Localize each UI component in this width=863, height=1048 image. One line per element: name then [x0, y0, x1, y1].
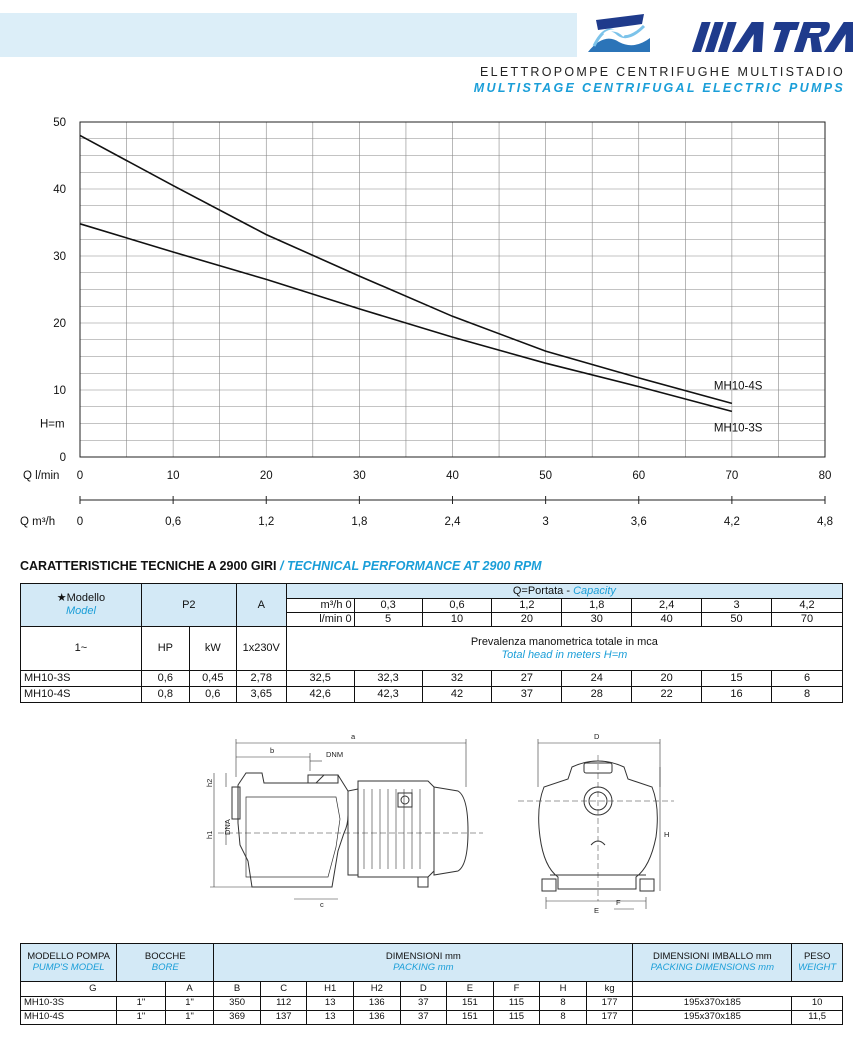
p2-header: P2 — [141, 584, 236, 627]
row-model: MH10-4S — [21, 1011, 117, 1025]
row-head: 32,5 — [286, 671, 354, 687]
x2-tick-label: 0 — [76, 516, 84, 528]
x-tick-label: 50 — [539, 470, 553, 482]
dim-col-header: C — [260, 982, 307, 997]
perf-title-separator: / — [276, 559, 287, 573]
row-bore: 1" — [165, 997, 214, 1011]
dim-label-e: E — [594, 906, 600, 915]
model-header-italian: ★Modello — [56, 592, 106, 605]
table-row — [21, 997, 843, 1011]
row-head: 32,3 — [354, 671, 422, 687]
row-bore: 1" — [117, 1011, 166, 1025]
lmin-value: 40 — [632, 613, 702, 627]
row-amp: 2,78 — [236, 671, 286, 687]
x2-tick-label: 1,8 — [351, 516, 368, 528]
table-row — [21, 671, 843, 687]
kw-label: kW — [189, 627, 236, 671]
row-dim: 177 — [586, 997, 633, 1011]
pump-technical-drawing — [198, 727, 678, 917]
header-title-italian: ELETTROPOMPE CENTRIFUGHE MULTISTADIO — [480, 65, 845, 79]
m3h-value: 1,8 — [562, 599, 632, 613]
dim-label-h1: h1 — [205, 830, 214, 839]
m3h-value: 1,2 — [492, 599, 562, 613]
row-head: 32 — [422, 671, 492, 687]
phase-label: 1~ — [21, 627, 142, 671]
head-label-italian: Prevalenza manometrica totale in mca — [470, 635, 658, 648]
g-header: G — [21, 982, 166, 997]
m3h-value: 2,4 — [632, 599, 702, 613]
dim-col-header: H2 — [354, 982, 401, 997]
row-model: MH10-4S — [21, 687, 142, 703]
y-tick-label: 50 — [53, 117, 66, 129]
water-logo-icon — [584, 12, 654, 54]
front-view — [518, 739, 674, 909]
y-tick-label: 40 — [53, 184, 66, 196]
dimensions-header-english: PACKING mm — [393, 961, 454, 973]
row-dim: 8 — [540, 1011, 587, 1025]
row-head: 42 — [422, 687, 492, 703]
y-tick-label: 10 — [53, 385, 66, 397]
packing-header-italian: DIMENSIONI IMBALLO mm — [652, 950, 772, 962]
weight-header-italian: PESO — [803, 950, 831, 962]
row-dim: 37 — [400, 1011, 447, 1025]
model-header-english: Model — [65, 605, 96, 617]
performance-table — [20, 583, 843, 703]
pump-model-header — [21, 944, 117, 982]
table-row — [21, 1011, 843, 1025]
row-head: 42,3 — [354, 687, 422, 703]
dim-label-c: c — [320, 900, 324, 909]
y-tick-label: 30 — [53, 251, 66, 263]
x2-axis-label: Q m³/h — [20, 516, 56, 528]
row-head: 15 — [702, 671, 772, 687]
lmin-value: 20 — [492, 613, 562, 627]
row-dim: 13 — [307, 997, 354, 1011]
voltage-label: 1x230V — [236, 627, 286, 671]
x-tick-label: 70 — [725, 470, 739, 482]
perf-title-italian: CARATTERISTICHE TECNICHE A 2900 GIRI — [20, 559, 277, 573]
row-packing: 195x370x185 — [633, 997, 792, 1011]
y-tick-label: 0 — [59, 452, 66, 464]
dim-label-b: b — [270, 746, 275, 755]
perf-section-title — [20, 559, 542, 573]
x-axis-label: Q l/min — [23, 470, 60, 482]
row-head: 27 — [492, 671, 562, 687]
dimensions-header — [214, 944, 633, 982]
amp-header: A — [236, 584, 286, 627]
row-head: 37 — [492, 687, 562, 703]
dim-col-header: F — [493, 982, 540, 997]
lmin-value: 5 — [354, 613, 422, 627]
row-dim: 37 — [400, 997, 447, 1011]
matra-logo — [687, 18, 853, 54]
head-label — [286, 627, 842, 671]
bore-header-italian: BOCCHE — [144, 950, 186, 962]
x2-tick-label: 3,6 — [630, 516, 647, 528]
row-amp: 3,65 — [236, 687, 286, 703]
packing-header — [633, 944, 792, 982]
row-kw: 0,6 — [189, 687, 236, 703]
y-axis-label: H=m — [40, 418, 65, 431]
m3h-value: 0,6 — [422, 599, 492, 613]
x-tick-label: 0 — [76, 470, 84, 482]
x2-tick-label: 0,6 — [165, 516, 182, 528]
side-view — [210, 739, 483, 899]
x2-tick-label: 1,2 — [258, 516, 275, 528]
weight-header — [792, 944, 843, 982]
x-tick-label: 40 — [446, 470, 459, 482]
row-head: 22 — [632, 687, 702, 703]
m3h-value: 0,3 — [354, 599, 422, 613]
dimensions-header-italian: DIMENSIONI mm — [385, 950, 461, 962]
lmin-value: 30 — [562, 613, 632, 627]
series-label: MH10-3S — [713, 422, 763, 435]
capacity-header-english: Capacity — [573, 584, 616, 597]
row-bore: 1" — [165, 1011, 214, 1025]
head-label-english: Total head in meters H=m — [501, 648, 628, 661]
row-dim: 350 — [214, 997, 261, 1011]
lmin-value: 50 — [702, 613, 772, 627]
row-dim: 115 — [493, 1011, 540, 1025]
m3h-value: 3 — [702, 599, 772, 613]
row-head: 6 — [772, 671, 843, 687]
dim-col-header: H — [540, 982, 587, 997]
row-head: 16 — [702, 687, 772, 703]
capacity-header-italian: Q=Portata - — [512, 584, 574, 597]
performance-chart — [0, 100, 863, 540]
m3h-value: 4,2 — [772, 599, 843, 613]
dim-col-header: D — [400, 982, 447, 997]
row-dim: 369 — [214, 1011, 261, 1025]
row-model: MH10-3S — [21, 997, 117, 1011]
x-tick-label: 30 — [352, 470, 366, 482]
dim-label-a: a — [351, 732, 356, 741]
bore-header — [117, 944, 214, 982]
model-header — [21, 584, 142, 627]
row-model: MH10-3S — [21, 671, 142, 687]
row-dim: 13 — [307, 1011, 354, 1025]
row-dim: 151 — [447, 1011, 494, 1025]
lmin-label: l/min 0 — [286, 613, 354, 627]
row-dim: 151 — [447, 997, 494, 1011]
row-head: 24 — [562, 671, 632, 687]
row-dim: 136 — [354, 997, 401, 1011]
x2-tick-label: 3 — [542, 516, 549, 528]
table-row — [21, 687, 843, 703]
y-tick-label: 20 — [53, 318, 66, 330]
series-label: MH10-4S — [713, 380, 763, 393]
x2-tick-label: 4,2 — [723, 516, 740, 528]
dim-col-header: A — [165, 982, 214, 997]
kg-header: kg — [586, 982, 633, 997]
dim-label-d: D — [594, 732, 600, 741]
pump-model-header-english: PUMP'S MODEL — [32, 961, 105, 973]
dim-col-header: B — [214, 982, 261, 997]
row-kw: 0,45 — [189, 671, 236, 687]
bore-header-english: BORE — [151, 961, 179, 973]
row-hp: 0,6 — [141, 671, 189, 687]
row-dim: 115 — [493, 997, 540, 1011]
row-dim: 137 — [260, 1011, 307, 1025]
row-bore: 1" — [117, 997, 166, 1011]
header-title-english: MULTISTAGE CENTRIFUGAL ELECTRIC PUMPS — [473, 81, 845, 95]
row-weight: 10 — [792, 997, 843, 1011]
dim-label-h2: h2 — [205, 778, 214, 787]
x2-tick-label: 2,4 — [444, 516, 461, 528]
dim-label-f: F — [616, 898, 621, 907]
dim-col-header: E — [447, 982, 494, 997]
row-dim: 112 — [260, 997, 307, 1011]
x-tick-label: 20 — [259, 470, 273, 482]
lmin-value: 10 — [422, 613, 492, 627]
row-packing: 195x370x185 — [633, 1011, 792, 1025]
x-tick-label: 80 — [818, 470, 832, 482]
hp-label: HP — [141, 627, 189, 671]
x-tick-label: 60 — [632, 470, 646, 482]
perf-title-english: TECHNICAL PERFORMANCE AT 2900 RPM — [286, 559, 542, 573]
lmin-value: 70 — [772, 613, 843, 627]
x2-tick-label: 4,8 — [817, 516, 833, 528]
dim-label-h: H — [664, 830, 670, 839]
dim-col-header: H1 — [307, 982, 354, 997]
row-dim: 136 — [354, 1011, 401, 1025]
row-weight: 11,5 — [792, 1011, 843, 1025]
weight-header-english: WEIGHT — [798, 961, 837, 973]
dim-label-dnm: DNM — [326, 750, 344, 759]
row-hp: 0,8 — [141, 687, 189, 703]
dimensions-table — [20, 943, 843, 1025]
m3h-label: m³/h 0 — [286, 599, 354, 613]
x-tick-label: 10 — [166, 470, 180, 482]
row-head: 42,6 — [286, 687, 354, 703]
header-band — [0, 13, 577, 57]
dim-label-dna: DNA — [223, 819, 232, 835]
row-head: 8 — [772, 687, 843, 703]
row-dim: 8 — [540, 997, 587, 1011]
row-head: 20 — [632, 671, 702, 687]
row-dim: 177 — [586, 1011, 633, 1025]
packing-header-english: PACKING DIMENSIONS mm — [650, 961, 774, 973]
pump-model-header-italian: MODELLO POMPA — [27, 950, 110, 962]
capacity-header — [286, 584, 842, 599]
row-head: 28 — [562, 687, 632, 703]
